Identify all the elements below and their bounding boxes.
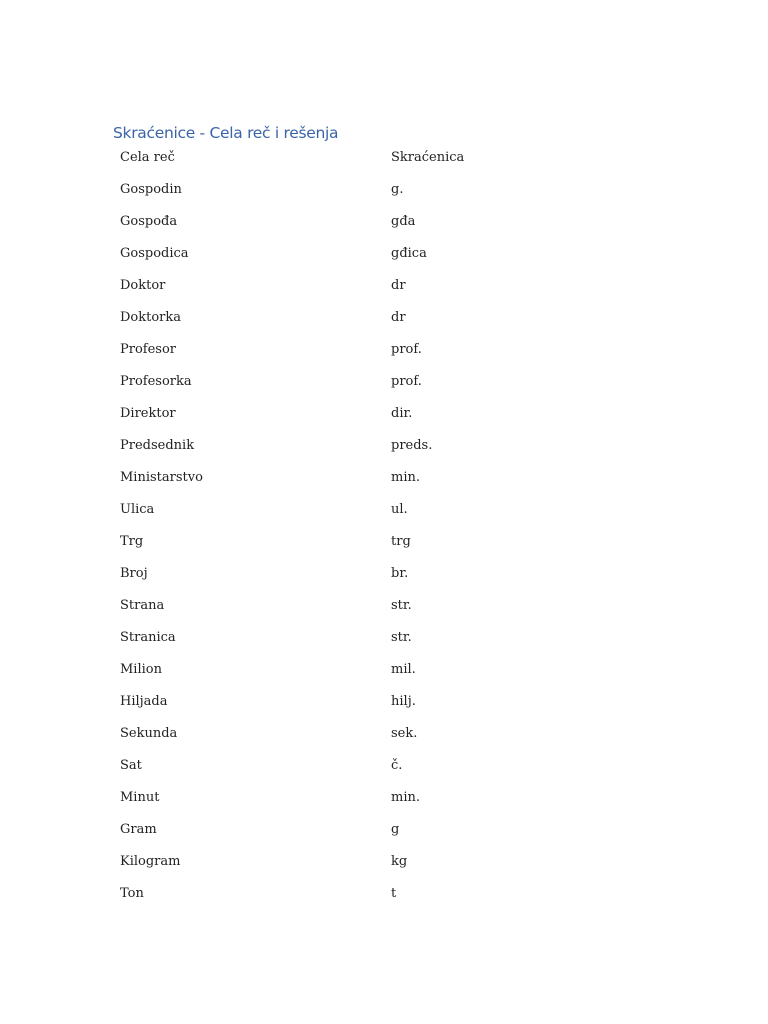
full-word-cell: Ton (120, 886, 144, 901)
full-word-cell: Trg (120, 534, 144, 549)
abbreviation-cell: sek. (391, 726, 418, 741)
table-row (120, 820, 591, 852)
abbreviation-cell: br. (391, 566, 409, 581)
full-word-cell: Ulica (120, 502, 155, 517)
full-word-cell: Stranica (120, 630, 176, 645)
full-word-cell: Kilogram (120, 854, 181, 869)
table-row (120, 660, 591, 692)
abbreviation-cell: str. (391, 598, 412, 613)
table-row (120, 852, 591, 884)
abbreviation-table (120, 148, 591, 916)
table-body (120, 180, 591, 916)
header-full-word: Cela reč (120, 150, 175, 165)
full-word-cell: Doktorka (120, 310, 182, 325)
abbreviation-cell: str. (391, 630, 412, 645)
full-word-cell: Predsednik (120, 438, 195, 453)
abbreviation-cell: trg (391, 534, 411, 549)
abbreviation-cell: č. (391, 758, 403, 773)
abbreviation-cell: dir. (391, 406, 413, 421)
table-row (120, 468, 591, 500)
table-row (120, 724, 591, 756)
full-word-cell: Profesor (120, 342, 177, 357)
full-word-cell: Gram (120, 822, 157, 837)
table-row (120, 500, 591, 532)
abbreviation-cell: min. (391, 790, 420, 805)
full-word-cell: Ministarstvo (120, 470, 203, 485)
abbreviation-cell: g. (391, 182, 404, 197)
table-row (120, 788, 591, 820)
abbreviation-cell: prof. (391, 374, 422, 389)
abbreviation-cell: hilj. (391, 694, 416, 709)
table-row (120, 564, 591, 596)
full-word-cell: Hiljada (120, 694, 168, 709)
full-word-cell: Profesorka (120, 374, 192, 389)
abbreviation-cell: t (391, 886, 397, 901)
abbreviation-cell: gđa (391, 214, 416, 229)
full-word-cell: Sat (120, 758, 142, 773)
abbreviation-cell: prof. (391, 342, 422, 357)
table-row (120, 436, 591, 468)
full-word-cell: Broj (120, 566, 148, 581)
abbreviation-cell: min. (391, 470, 420, 485)
abbreviation-cell: g (391, 822, 400, 837)
table-row (120, 596, 591, 628)
table-row (120, 372, 591, 404)
full-word-cell: Gospođa (120, 214, 178, 229)
abbreviation-cell: kg (391, 854, 408, 869)
table-row (120, 628, 591, 660)
full-word-cell: Sekunda (120, 726, 178, 741)
full-word-cell: Direktor (120, 406, 176, 421)
header-abbreviation: Skraćenica (391, 150, 465, 165)
table-row (120, 756, 591, 788)
table-header-row (120, 148, 591, 180)
table-row (120, 212, 591, 244)
abbreviation-cell: ul. (391, 502, 408, 517)
full-word-cell: Doktor (120, 278, 166, 293)
table-row (120, 532, 591, 564)
table-row (120, 308, 591, 340)
abbreviation-cell: mil. (391, 662, 416, 677)
document-title: Skraćenice - Cela reč i rešenja (113, 124, 339, 142)
abbreviation-cell: dr (391, 278, 406, 293)
full-word-cell: Gospodin (120, 182, 182, 197)
table-row (120, 276, 591, 308)
table-row (120, 340, 591, 372)
table-row (120, 692, 591, 724)
abbreviation-cell: dr (391, 310, 406, 325)
table-row (120, 244, 591, 276)
full-word-cell: Strana (120, 598, 165, 613)
table-row (120, 404, 591, 436)
full-word-cell: Minut (120, 790, 160, 805)
abbreviation-cell: gđica (391, 246, 427, 261)
abbreviation-cell: preds. (391, 438, 433, 453)
table-row (120, 884, 591, 916)
table-row (120, 180, 591, 212)
full-word-cell: Gospodica (120, 246, 189, 261)
full-word-cell: Milion (120, 662, 162, 677)
